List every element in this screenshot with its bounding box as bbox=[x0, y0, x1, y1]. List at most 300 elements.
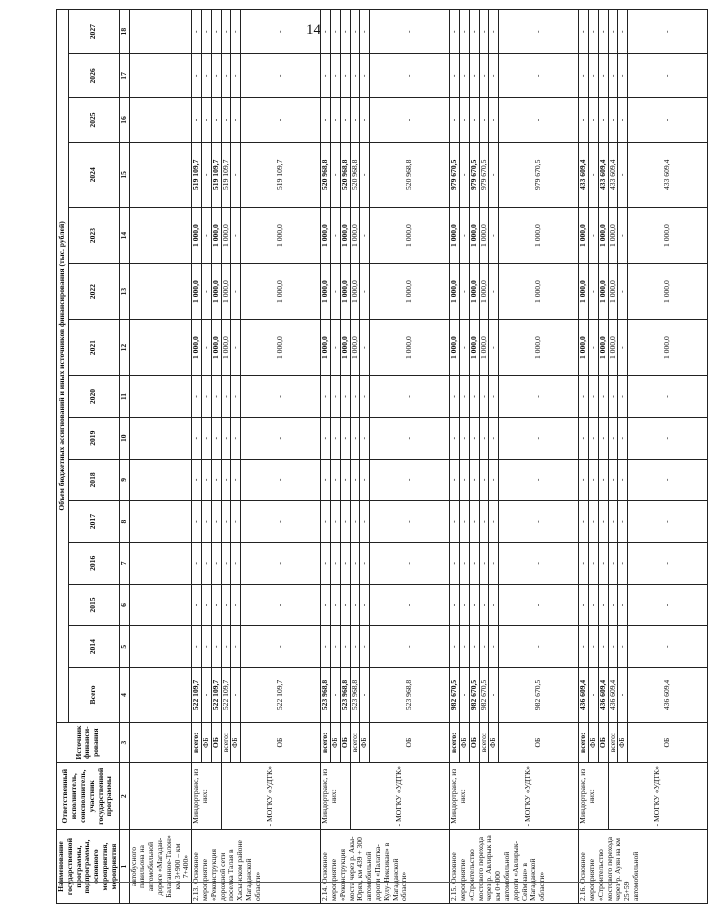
value-cell: - bbox=[479, 10, 489, 54]
table-row bbox=[321, 10, 331, 904]
value-cell: - bbox=[350, 10, 360, 54]
column-number: 5 bbox=[119, 626, 129, 668]
value-cell-2024: - bbox=[489, 142, 499, 208]
table-row bbox=[221, 10, 231, 904]
value-cell-2022: - bbox=[360, 264, 370, 320]
value-cell-2021: 1 000,0 bbox=[241, 320, 321, 376]
page-number: 14 bbox=[306, 22, 321, 38]
source-cell: ОБ bbox=[598, 722, 608, 763]
value-cell-2022: 1 000,0 bbox=[598, 264, 608, 320]
header-year: 2025 bbox=[69, 98, 119, 142]
value-cell: - bbox=[608, 501, 618, 543]
value-cell: - bbox=[221, 10, 231, 54]
value-cell-2023: - bbox=[231, 208, 241, 264]
value-cell: - bbox=[598, 542, 608, 584]
value-cell: - bbox=[628, 10, 708, 54]
value-cell: - bbox=[211, 459, 221, 501]
column-number: 11 bbox=[119, 376, 129, 418]
value-cell: - bbox=[618, 542, 628, 584]
value-cell-2023: 1 000,0 bbox=[499, 208, 579, 264]
value-cell: - bbox=[360, 626, 370, 668]
value-cell: - bbox=[211, 542, 221, 584]
value-cell: - bbox=[201, 584, 211, 626]
value-cell: - bbox=[499, 98, 579, 142]
value-cell: - bbox=[608, 626, 618, 668]
value-cell: - bbox=[579, 98, 589, 142]
value-cell: - bbox=[579, 584, 589, 626]
value-cell: - bbox=[241, 10, 321, 54]
value-cell: - bbox=[231, 501, 241, 543]
responsible-main: Миндортранс, из них: bbox=[321, 763, 350, 830]
value-cell-2023: - bbox=[201, 208, 211, 264]
value-cell: - bbox=[370, 542, 450, 584]
value-cell-2024: - bbox=[231, 142, 241, 208]
continuation-text: автобусного павильона на автомобильной дороге «Магадан-Балаганное-Талон» км 3+900 – км 7+400» bbox=[129, 830, 192, 904]
value-cell-2024: 433 609,4 bbox=[628, 142, 708, 208]
value-cell: - bbox=[321, 10, 331, 54]
value-cell-2022: - bbox=[588, 264, 598, 320]
value-cell-2024: 433 609,4 bbox=[579, 142, 589, 208]
value-cell: - bbox=[321, 417, 331, 459]
value-cell-2024: 979 670,5 bbox=[479, 142, 489, 208]
total-cell: 436 609,4 bbox=[608, 668, 618, 723]
header-funding-title: Объем бюджетных ассигнований и иных источников финансирования (тыс. рублей) bbox=[57, 10, 69, 723]
value-cell: - bbox=[241, 376, 321, 418]
source-cell: ОБ bbox=[211, 722, 221, 763]
value-cell-2024: 520 968,8 bbox=[340, 142, 350, 208]
header-source: Источник финанси-рования bbox=[57, 722, 120, 763]
total-cell: 982 670,5 bbox=[479, 668, 489, 723]
value-cell: - bbox=[330, 376, 340, 418]
total-cell: - bbox=[231, 668, 241, 723]
value-cell: - bbox=[588, 459, 598, 501]
value-cell-2022: 1 000,0 bbox=[499, 264, 579, 320]
total-cell: 523 968,8 bbox=[370, 668, 450, 723]
value-cell: - bbox=[628, 54, 708, 98]
value-cell-2021: 1 000,0 bbox=[469, 320, 479, 376]
value-cell: - bbox=[192, 376, 202, 418]
value-cell: - bbox=[330, 584, 340, 626]
value-cell-2021: - bbox=[360, 320, 370, 376]
value-cell: - bbox=[469, 501, 479, 543]
value-cell-2022: 1 000,0 bbox=[579, 264, 589, 320]
value-cell: - bbox=[598, 10, 608, 54]
value-cell: - bbox=[340, 501, 350, 543]
value-cell: - bbox=[340, 376, 350, 418]
header-total: Всего bbox=[69, 668, 119, 723]
value-cell: - bbox=[459, 376, 469, 418]
total-cell: - bbox=[459, 668, 469, 723]
value-cell-2024: 520 968,8 bbox=[321, 142, 331, 208]
value-cell: - bbox=[241, 626, 321, 668]
value-cell: - bbox=[479, 584, 489, 626]
value-cell-2023: 1 000,0 bbox=[370, 208, 450, 264]
value-cell: - bbox=[598, 417, 608, 459]
value-cell: - bbox=[340, 626, 350, 668]
total-cell: 522 109,7 bbox=[241, 668, 321, 723]
value-cell: - bbox=[628, 98, 708, 142]
value-cell: - bbox=[598, 501, 608, 543]
source-cell: ФБ bbox=[360, 722, 370, 763]
value-cell: - bbox=[459, 459, 469, 501]
value-cell: - bbox=[588, 542, 598, 584]
value-cell: - bbox=[340, 10, 350, 54]
value-cell: - bbox=[192, 542, 202, 584]
value-cell: - bbox=[211, 10, 221, 54]
empty-cell bbox=[129, 320, 192, 376]
value-cell-2023: 1 000,0 bbox=[579, 208, 589, 264]
value-cell: - bbox=[221, 417, 231, 459]
value-cell: - bbox=[201, 459, 211, 501]
value-cell: - bbox=[321, 584, 331, 626]
value-cell: - bbox=[489, 10, 499, 54]
value-cell: - bbox=[360, 54, 370, 98]
value-cell-2022: 1 000,0 bbox=[192, 264, 202, 320]
value-cell: - bbox=[330, 10, 340, 54]
empty-cell bbox=[129, 376, 192, 418]
value-cell: - bbox=[499, 626, 579, 668]
value-cell-2022: 1 000,0 bbox=[479, 264, 489, 320]
value-cell: - bbox=[360, 542, 370, 584]
value-cell: - bbox=[469, 10, 479, 54]
source-cell: ФБ bbox=[201, 722, 211, 763]
source-cell: всего: bbox=[579, 722, 589, 763]
value-cell-2023: 1 000,0 bbox=[192, 208, 202, 264]
header-year: 2021 bbox=[69, 320, 119, 376]
value-cell: - bbox=[499, 584, 579, 626]
column-number: 13 bbox=[119, 264, 129, 320]
value-cell: - bbox=[618, 54, 628, 98]
source-cell: всего: bbox=[450, 722, 460, 763]
value-cell: - bbox=[231, 10, 241, 54]
value-cell: - bbox=[370, 501, 450, 543]
value-cell: - bbox=[211, 376, 221, 418]
value-cell: - bbox=[499, 501, 579, 543]
value-cell: - bbox=[321, 501, 331, 543]
value-cell: - bbox=[608, 542, 618, 584]
value-cell: - bbox=[479, 542, 489, 584]
value-cell: - bbox=[360, 98, 370, 142]
value-cell: - bbox=[370, 10, 450, 54]
header-year: 2016 bbox=[69, 542, 119, 584]
value-cell-2021: 1 000,0 bbox=[211, 320, 221, 376]
value-cell-2023: - bbox=[360, 208, 370, 264]
activity-name: 2.15. Основное мероприятие «Строительство мостового перехода через р. Авлирык на км 0+000 автомобильной дороги «Авлирык-Сеймчан» в Магаданской области» bbox=[450, 830, 579, 904]
value-cell: - bbox=[241, 501, 321, 543]
column-number: 14 bbox=[119, 208, 129, 264]
value-cell-2021: 1 000,0 bbox=[628, 320, 708, 376]
total-cell: 982 670,5 bbox=[450, 668, 460, 723]
value-cell: - bbox=[231, 584, 241, 626]
value-cell: - bbox=[192, 459, 202, 501]
value-cell: - bbox=[489, 54, 499, 98]
value-cell: - bbox=[588, 584, 598, 626]
value-cell: - bbox=[370, 417, 450, 459]
value-cell: - bbox=[499, 376, 579, 418]
value-cell: - bbox=[350, 376, 360, 418]
value-cell-2024: 519 109,7 bbox=[241, 142, 321, 208]
value-cell: - bbox=[450, 584, 460, 626]
value-cell: - bbox=[330, 542, 340, 584]
value-cell: - bbox=[579, 501, 589, 543]
source-cell: всего: bbox=[221, 722, 231, 763]
value-cell: - bbox=[489, 542, 499, 584]
table-row bbox=[192, 10, 202, 904]
empty-cell bbox=[129, 54, 192, 98]
responsible-sub: - МОГКУ «УДТК» bbox=[221, 763, 321, 830]
value-cell-2021: 1 000,0 bbox=[499, 320, 579, 376]
source-cell: ОБ bbox=[340, 722, 350, 763]
value-cell-2024: - bbox=[360, 142, 370, 208]
value-cell-2022: 1 000,0 bbox=[340, 264, 350, 320]
value-cell-2024: 519 109,7 bbox=[211, 142, 221, 208]
value-cell-2023: 1 000,0 bbox=[221, 208, 231, 264]
value-cell-2021: - bbox=[231, 320, 241, 376]
source-cell: ФБ bbox=[330, 722, 340, 763]
value-cell: - bbox=[211, 98, 221, 142]
value-cell: - bbox=[579, 54, 589, 98]
empty-cell bbox=[129, 584, 192, 626]
value-cell: - bbox=[330, 98, 340, 142]
column-number: 1 bbox=[119, 830, 129, 904]
value-cell: - bbox=[330, 501, 340, 543]
column-number: 6 bbox=[119, 584, 129, 626]
value-cell: - bbox=[469, 98, 479, 142]
value-cell-2024: 979 670,5 bbox=[469, 142, 479, 208]
column-number: 12 bbox=[119, 320, 129, 376]
value-cell: - bbox=[350, 459, 360, 501]
value-cell-2022: 1 000,0 bbox=[628, 264, 708, 320]
empty-cell bbox=[129, 10, 192, 54]
source-cell: ФБ bbox=[459, 722, 469, 763]
value-cell: - bbox=[231, 417, 241, 459]
value-cell: - bbox=[489, 417, 499, 459]
value-cell: - bbox=[618, 501, 628, 543]
value-cell: - bbox=[479, 417, 489, 459]
header-year: 2017 bbox=[69, 501, 119, 543]
value-cell-2024: 520 968,8 bbox=[370, 142, 450, 208]
value-cell: - bbox=[360, 376, 370, 418]
value-cell: - bbox=[221, 54, 231, 98]
total-cell: 523 968,8 bbox=[321, 668, 331, 723]
value-cell: - bbox=[588, 98, 598, 142]
value-cell: - bbox=[192, 501, 202, 543]
total-cell: 436 609,4 bbox=[579, 668, 589, 723]
value-cell: - bbox=[241, 542, 321, 584]
value-cell: - bbox=[588, 417, 598, 459]
value-cell-2022: 1 000,0 bbox=[211, 264, 221, 320]
total-cell: 436 609,4 bbox=[598, 668, 608, 723]
value-cell-2022: - bbox=[489, 264, 499, 320]
value-cell-2024: - bbox=[618, 142, 628, 208]
value-cell: - bbox=[450, 626, 460, 668]
value-cell: - bbox=[479, 501, 489, 543]
value-cell: - bbox=[370, 376, 450, 418]
value-cell: - bbox=[350, 542, 360, 584]
value-cell-2021: - bbox=[201, 320, 211, 376]
header-row-1 bbox=[57, 10, 69, 904]
value-cell-2021: 1 000,0 bbox=[579, 320, 589, 376]
value-cell-2023: - bbox=[588, 208, 598, 264]
continuation-row bbox=[129, 10, 192, 904]
value-cell: - bbox=[579, 10, 589, 54]
value-cell: - bbox=[479, 98, 489, 142]
header-year: 2027 bbox=[69, 10, 119, 54]
header-year: 2018 bbox=[69, 459, 119, 501]
value-cell-2023: 1 000,0 bbox=[350, 208, 360, 264]
value-cell: - bbox=[618, 626, 628, 668]
value-cell-2023: - bbox=[489, 208, 499, 264]
value-cell-2021: 1 000,0 bbox=[192, 320, 202, 376]
value-cell-2022: - bbox=[459, 264, 469, 320]
value-cell: - bbox=[340, 584, 350, 626]
column-number: 7 bbox=[119, 542, 129, 584]
value-cell: - bbox=[598, 54, 608, 98]
value-cell: - bbox=[211, 501, 221, 543]
value-cell: - bbox=[598, 98, 608, 142]
value-cell: - bbox=[201, 626, 211, 668]
value-cell: - bbox=[201, 98, 211, 142]
value-cell: - bbox=[459, 542, 469, 584]
value-cell-2023: - bbox=[459, 208, 469, 264]
value-cell: - bbox=[350, 98, 360, 142]
empty-cell bbox=[129, 722, 192, 763]
total-cell: - bbox=[330, 668, 340, 723]
source-cell: ОБ bbox=[241, 722, 321, 763]
value-cell: - bbox=[211, 584, 221, 626]
value-cell: - bbox=[221, 459, 231, 501]
activity-name: 2.16. Основное мероприятие «Строительство мостового перехода через р. Ауян на км 25+59 автомобильной bbox=[579, 830, 708, 904]
value-cell-2021: 1 000,0 bbox=[340, 320, 350, 376]
responsible-sub: - МОГКУ «УДТК» bbox=[350, 763, 450, 830]
empty-cell bbox=[129, 459, 192, 501]
value-cell: - bbox=[489, 459, 499, 501]
value-cell-2024: - bbox=[201, 142, 211, 208]
value-cell-2022: 1 000,0 bbox=[608, 264, 618, 320]
value-cell-2022: 1 000,0 bbox=[469, 264, 479, 320]
value-cell: - bbox=[211, 417, 221, 459]
value-cell: - bbox=[598, 626, 608, 668]
value-cell: - bbox=[221, 584, 231, 626]
value-cell: - bbox=[608, 584, 618, 626]
column-number: 3 bbox=[119, 722, 129, 763]
value-cell: - bbox=[479, 54, 489, 98]
value-cell: - bbox=[350, 626, 360, 668]
value-cell: - bbox=[469, 626, 479, 668]
value-cell: - bbox=[489, 376, 499, 418]
value-cell: - bbox=[608, 54, 618, 98]
value-cell: - bbox=[231, 376, 241, 418]
header-year: 2023 bbox=[69, 208, 119, 264]
empty-cell bbox=[129, 208, 192, 264]
value-cell-2023: 1 000,0 bbox=[321, 208, 331, 264]
value-cell: - bbox=[450, 459, 460, 501]
value-cell: - bbox=[221, 542, 231, 584]
value-cell: - bbox=[618, 98, 628, 142]
total-cell: 523 968,8 bbox=[350, 668, 360, 723]
total-cell: 982 670,5 bbox=[469, 668, 479, 723]
value-cell: - bbox=[489, 584, 499, 626]
value-cell: - bbox=[469, 542, 479, 584]
empty-cell bbox=[129, 626, 192, 668]
value-cell-2022: - bbox=[618, 264, 628, 320]
value-cell: - bbox=[201, 54, 211, 98]
source-cell: ОБ bbox=[628, 722, 708, 763]
page-bottom-rule bbox=[58, 882, 618, 883]
empty-cell bbox=[129, 668, 192, 723]
table-row bbox=[579, 10, 589, 904]
value-cell-2023: 1 000,0 bbox=[608, 208, 618, 264]
value-cell: - bbox=[608, 98, 618, 142]
value-cell: - bbox=[469, 584, 479, 626]
value-cell-2023: 1 000,0 bbox=[241, 208, 321, 264]
value-cell: - bbox=[628, 417, 708, 459]
value-cell: - bbox=[211, 626, 221, 668]
table-row bbox=[479, 10, 489, 904]
value-cell: - bbox=[192, 98, 202, 142]
value-cell: - bbox=[450, 98, 460, 142]
value-cell-2021: - bbox=[588, 320, 598, 376]
total-cell: - bbox=[201, 668, 211, 723]
column-number: 8 bbox=[119, 501, 129, 543]
source-cell: всего: bbox=[192, 722, 202, 763]
value-cell: - bbox=[489, 626, 499, 668]
column-number: 10 bbox=[119, 417, 129, 459]
value-cell: - bbox=[489, 501, 499, 543]
column-number: 18 bbox=[119, 10, 129, 54]
value-cell-2022: 1 000,0 bbox=[370, 264, 450, 320]
empty-cell bbox=[129, 542, 192, 584]
value-cell: - bbox=[330, 54, 340, 98]
value-cell-2022: 1 000,0 bbox=[350, 264, 360, 320]
value-cell: - bbox=[192, 10, 202, 54]
header-year: 2024 bbox=[69, 142, 119, 208]
value-cell: - bbox=[192, 417, 202, 459]
header-responsible: Ответственный исполнитель, соисполнитель, участник государственной программы bbox=[57, 763, 120, 830]
empty-cell bbox=[129, 501, 192, 543]
value-cell: - bbox=[450, 10, 460, 54]
value-cell: - bbox=[450, 417, 460, 459]
value-cell-2021: 1 000,0 bbox=[479, 320, 489, 376]
total-cell: 522 109,7 bbox=[192, 668, 202, 723]
total-cell: - bbox=[489, 668, 499, 723]
value-cell: - bbox=[450, 501, 460, 543]
source-cell: ФБ bbox=[618, 722, 628, 763]
table-row bbox=[350, 10, 360, 904]
source-cell: всего: bbox=[321, 722, 331, 763]
header-year: 2026 bbox=[69, 54, 119, 98]
value-cell: - bbox=[370, 54, 450, 98]
value-cell: - bbox=[459, 501, 469, 543]
total-cell: - bbox=[360, 668, 370, 723]
column-number: 17 bbox=[119, 54, 129, 98]
value-cell: - bbox=[231, 54, 241, 98]
value-cell: - bbox=[459, 10, 469, 54]
value-cell-2024: - bbox=[588, 142, 598, 208]
value-cell-2021: - bbox=[459, 320, 469, 376]
value-cell: - bbox=[211, 54, 221, 98]
responsible-main: Миндортранс, из них: bbox=[450, 763, 479, 830]
rotated-table-container bbox=[56, 9, 672, 904]
value-cell: - bbox=[201, 376, 211, 418]
value-cell: - bbox=[370, 98, 450, 142]
value-cell: - bbox=[469, 459, 479, 501]
value-cell: - bbox=[350, 417, 360, 459]
value-cell: - bbox=[598, 584, 608, 626]
header-row-numbers bbox=[119, 10, 129, 904]
value-cell: - bbox=[459, 417, 469, 459]
value-cell: - bbox=[330, 417, 340, 459]
